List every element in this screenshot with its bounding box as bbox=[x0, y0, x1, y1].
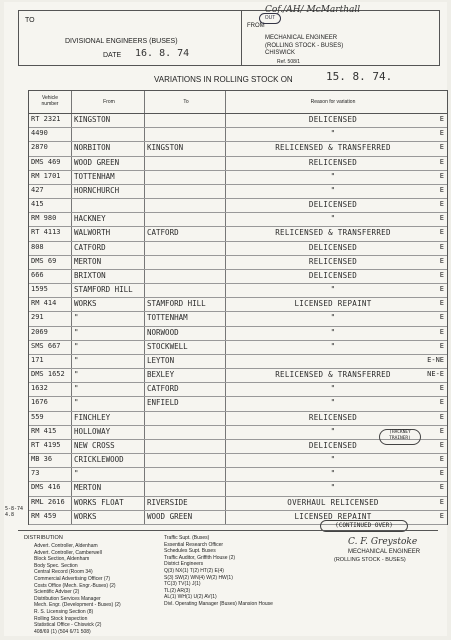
table-row bbox=[29, 382, 447, 397]
code-cell: E bbox=[439, 440, 444, 449]
traffic-item: Divl. Operating Manager (Buses) Mansion House bbox=[164, 600, 273, 607]
distribution-item: Central Record (Room 34) bbox=[34, 569, 93, 576]
to-cell: TOTTENHAM bbox=[147, 313, 188, 323]
table-row bbox=[29, 283, 447, 298]
to-cell: NORWOOD bbox=[147, 327, 179, 337]
traffic-list bbox=[164, 535, 273, 608]
table-row bbox=[29, 411, 447, 426]
code-cell: E bbox=[439, 129, 444, 138]
from-cell: NEW CROSS bbox=[74, 440, 115, 450]
code-cell: E-NE bbox=[427, 355, 444, 364]
table-row bbox=[29, 496, 447, 511]
reason-cell: LICENSED REPAINT bbox=[294, 511, 372, 521]
traffic-item: Essential Research Officer bbox=[164, 541, 224, 548]
from-cell: " bbox=[74, 469, 79, 479]
distribution-item: Mech. Engr. (Development - Buses) (2) bbox=[34, 602, 121, 609]
from-cell: NORBITON bbox=[74, 143, 111, 153]
from-cell: HOLLOWAY bbox=[74, 426, 111, 436]
vehicle-cell: 1632 bbox=[31, 384, 48, 393]
distribution-item: Statistical Office - Chiswick (2) bbox=[34, 622, 102, 629]
table-row bbox=[29, 184, 447, 199]
reason-cell: RELICENSED bbox=[308, 412, 358, 422]
code-cell: E bbox=[439, 511, 444, 520]
from-cell: WALWORTH bbox=[74, 228, 111, 238]
from-cell: BRIXTON bbox=[74, 270, 106, 280]
table-row bbox=[29, 198, 447, 213]
page-title: VARIATIONS IN ROLLING STOCK ON bbox=[154, 75, 293, 84]
distribution-item: Distribution Services Manager bbox=[34, 595, 101, 602]
vehicle-cell: RT 4195 bbox=[31, 440, 61, 449]
table-row bbox=[29, 255, 447, 270]
header-from: From bbox=[103, 99, 115, 105]
reason-cell: " bbox=[330, 384, 336, 394]
reason-cell: " bbox=[330, 341, 336, 351]
to-cell: LEYTON bbox=[147, 355, 175, 365]
distribution-item: Rolling Stock Inspection bbox=[34, 615, 88, 622]
reason-cell: DELICENSED bbox=[308, 115, 358, 124]
to-cell: CATFORD bbox=[147, 384, 179, 394]
reason-cell: OVERHAUL RELICENSED bbox=[287, 497, 379, 507]
code-cell: E bbox=[439, 115, 444, 123]
from-cell: " bbox=[74, 313, 79, 323]
code-cell: E bbox=[439, 412, 444, 421]
from-cell: " bbox=[74, 327, 79, 337]
vehicle-cell: DMS 469 bbox=[31, 157, 61, 166]
date-label: DATE bbox=[103, 52, 122, 59]
hackney-trainer-note: (HACKNEY TRAINER) bbox=[379, 429, 421, 445]
table-row bbox=[29, 340, 447, 355]
reason-cell: " bbox=[330, 285, 336, 295]
to-label: TO bbox=[25, 17, 35, 24]
vehicle-cell: RT 4113 bbox=[31, 228, 61, 237]
table-row bbox=[29, 297, 447, 312]
continued-over-note: (CONTINUED OVER) bbox=[320, 520, 408, 532]
from-cell: MERTON bbox=[74, 483, 102, 493]
distribution-item: Advert. Controller, Aldenham bbox=[34, 543, 98, 549]
code-cell: E bbox=[439, 242, 444, 251]
table-row bbox=[29, 269, 447, 284]
traffic-item: District Engineers bbox=[164, 561, 204, 568]
vehicle-cell: 2870 bbox=[31, 143, 48, 152]
to-cell: ENFIELD bbox=[147, 398, 179, 408]
vehicle-cell: 73 bbox=[31, 469, 40, 478]
vehicle-cell: DMS 1652 bbox=[31, 370, 65, 379]
table-row bbox=[29, 453, 447, 468]
from-cell: " bbox=[74, 341, 79, 351]
code-cell: E bbox=[439, 384, 444, 393]
to-cell: STOCKWELL bbox=[147, 341, 188, 351]
from-cell: " bbox=[74, 355, 79, 365]
reason-cell: DELICENSED bbox=[308, 200, 358, 210]
vehicle-cell: RM 459 bbox=[31, 511, 57, 520]
variations-table bbox=[28, 90, 448, 525]
reason-cell: RELICENSED & TRANSFERRED bbox=[275, 370, 391, 380]
code-cell: E bbox=[439, 497, 444, 506]
reference: Ref. 508/1 bbox=[277, 59, 301, 65]
table-row bbox=[29, 156, 447, 171]
to-cell: WOOD GREEN bbox=[147, 511, 193, 521]
from-cell: WORKS FLOAT bbox=[74, 497, 124, 507]
vehicle-cell: RM 1701 bbox=[31, 171, 61, 180]
from-cell: " bbox=[74, 370, 79, 380]
traffic-item: TC(3) TV(1) J(1) bbox=[164, 581, 201, 588]
table-row bbox=[29, 212, 447, 227]
from-cell: CATFORD bbox=[74, 242, 106, 252]
table-row bbox=[29, 326, 447, 341]
reason-cell: " bbox=[330, 313, 336, 323]
header-block bbox=[18, 5, 440, 66]
table-row bbox=[29, 481, 447, 496]
table-row bbox=[29, 127, 447, 142]
traffic-item: AL(1) WH(1) U(2) AV(1) bbox=[164, 594, 217, 601]
reason-cell: DELICENSED bbox=[308, 242, 358, 252]
reason-cell: " bbox=[330, 469, 336, 479]
from-cell: WORKS bbox=[74, 511, 97, 521]
distribution-item: Scientific Adviser (2) bbox=[34, 589, 80, 596]
from-cell: FINCHLEY bbox=[74, 412, 111, 422]
from-cell: HORNCHURCH bbox=[74, 185, 120, 195]
table-row bbox=[29, 226, 447, 241]
from-cell: " bbox=[74, 384, 79, 394]
reason-cell: " bbox=[330, 214, 336, 224]
table-row bbox=[29, 141, 447, 156]
table-row bbox=[29, 354, 447, 369]
traffic-item: Schedules Supt. Buses bbox=[164, 548, 216, 555]
vehicle-cell: 2069 bbox=[31, 327, 48, 336]
to-cell: RIVERSIDE bbox=[147, 497, 188, 507]
code-cell: E bbox=[439, 341, 444, 350]
table-row bbox=[29, 113, 447, 128]
vehicle-cell: 427 bbox=[31, 185, 44, 194]
code-cell: E bbox=[439, 299, 444, 308]
code-cell: E bbox=[439, 171, 444, 180]
distribution-item: Body Spec. Section bbox=[34, 562, 78, 569]
vehicle-cell: 1595 bbox=[31, 285, 48, 294]
distribution-item: Commercial Advertising Officer (7) bbox=[34, 575, 111, 582]
to-cell: CATFORD bbox=[147, 228, 179, 238]
table-row bbox=[29, 170, 447, 185]
code-cell: E bbox=[439, 285, 444, 294]
from-cell: WORKS bbox=[74, 299, 97, 309]
header-to: To bbox=[183, 99, 189, 105]
signature-title: MECHANICAL ENGINEER bbox=[348, 549, 421, 555]
distribution-item: Advert. Controller, Camberwell bbox=[34, 549, 102, 556]
code-cell: E bbox=[439, 469, 444, 478]
reason-cell: RELICENSED & TRANSFERRED bbox=[275, 143, 391, 153]
reason-cell: " bbox=[330, 171, 336, 181]
reason-cell: LICENSED REPAINT bbox=[294, 299, 372, 309]
from-line-1: MECHANICAL ENGINEER bbox=[265, 35, 338, 41]
distribution-title: DISTRIBUTION bbox=[24, 535, 63, 541]
reason-cell: " bbox=[330, 398, 336, 408]
reason-cell: " bbox=[330, 185, 336, 195]
reason-cell: RELICENSED bbox=[308, 256, 358, 266]
code-cell: E bbox=[439, 157, 444, 166]
vehicle-cell: MB 36 bbox=[31, 455, 53, 464]
distribution-item: Costs Office (Mech. Engr.-Buses) (2) bbox=[34, 582, 116, 589]
from-label: FROM bbox=[247, 23, 265, 29]
code-cell: E bbox=[439, 327, 444, 336]
reason-cell: DELICENSED bbox=[308, 440, 358, 450]
vehicle-cell: 415 bbox=[31, 200, 44, 209]
reason-cell: " bbox=[330, 129, 336, 139]
vehicle-cell: 666 bbox=[31, 270, 44, 279]
traffic-item: Traffic Supt. (Buses) bbox=[164, 535, 210, 541]
signature-subtitle: (ROLLING STOCK - BUSES) bbox=[334, 557, 406, 563]
code-cell: E bbox=[439, 228, 444, 237]
from-cell: CRICKLEWOOD bbox=[74, 455, 124, 465]
vehicle-cell: SMS 667 bbox=[31, 341, 61, 350]
vehicle-cell: 291 bbox=[31, 313, 44, 322]
reason-cell: " bbox=[330, 483, 336, 493]
table-header bbox=[29, 91, 447, 114]
to-name: DIVISIONAL ENGINEERS (BUSES) bbox=[65, 38, 178, 45]
code-cell: E bbox=[439, 426, 444, 435]
table-row bbox=[29, 311, 447, 326]
table-row bbox=[29, 467, 447, 482]
code-cell: E bbox=[439, 143, 444, 152]
vehicle-cell: 4490 bbox=[31, 129, 48, 138]
code-cell: E bbox=[439, 214, 444, 223]
date-value: 16. 8. 74 bbox=[135, 48, 190, 59]
table-row bbox=[29, 368, 447, 383]
vehicle-cell: RM 414 bbox=[31, 299, 57, 308]
code-cell: E bbox=[439, 185, 444, 194]
to-cell: KINGSTON bbox=[147, 143, 184, 153]
code-cell: NE-E bbox=[427, 370, 444, 379]
from-cell: TOTTENHAM bbox=[74, 171, 115, 181]
header-reason: Reason for variation bbox=[310, 99, 356, 105]
margin-note: 5-8-74 4.8 bbox=[5, 506, 24, 518]
to-cell: STAMFORD HILL bbox=[147, 299, 206, 309]
document-sheet bbox=[4, 2, 447, 636]
vehicle-cell: 171 bbox=[31, 355, 44, 364]
traffic-item: TL(2) AR(3) bbox=[164, 587, 191, 594]
distribution-item: R. S. Licensing Section (8) bbox=[34, 608, 94, 615]
vehicle-cell: RT 2321 bbox=[31, 115, 61, 123]
code-cell: E bbox=[439, 483, 444, 492]
vehicle-cell: DMS 69 bbox=[31, 256, 57, 265]
header-divider bbox=[241, 11, 242, 65]
from-cell: HACKNEY bbox=[74, 214, 106, 224]
reason-cell: RELICENSED & TRANSFERRED bbox=[275, 228, 391, 238]
code-cell: E bbox=[439, 455, 444, 464]
out-stamp: OUT bbox=[259, 13, 281, 24]
table-row bbox=[29, 241, 447, 256]
vehicle-cell: 1676 bbox=[31, 398, 48, 407]
from-line-3: CHISWICK bbox=[265, 50, 295, 56]
header-vehicle: Vehicle number bbox=[41, 95, 59, 107]
handwritten-annotation: Cof./AH/ McMarthall bbox=[265, 5, 361, 15]
code-cell: E bbox=[439, 270, 444, 279]
traffic-item: Q(3) NX(1) T(2) HT(2) E(4) bbox=[164, 567, 224, 574]
vehicle-cell: RM 980 bbox=[31, 214, 57, 223]
from-cell: KINGSTON bbox=[74, 115, 111, 124]
table-row bbox=[29, 396, 447, 411]
vehicle-cell: 559 bbox=[31, 412, 44, 421]
distribution-list bbox=[34, 543, 121, 635]
code-cell: E bbox=[439, 313, 444, 322]
reason-cell: " bbox=[330, 327, 336, 337]
from-cell: STAMFORD HILL bbox=[74, 285, 133, 295]
vehicle-cell: 808 bbox=[31, 242, 44, 251]
from-cell: WOOD GREEN bbox=[74, 157, 120, 167]
footer bbox=[18, 530, 438, 635]
vehicle-cell: RML 2616 bbox=[31, 497, 65, 506]
code-cell: E bbox=[439, 256, 444, 265]
vehicle-cell: RM 415 bbox=[31, 426, 57, 435]
distribution-item: 408/69 (1) (504 6/71 508) bbox=[34, 628, 91, 635]
distribution-item: Block Section, Aldenham bbox=[34, 556, 90, 563]
from-cell: MERTON bbox=[74, 256, 102, 266]
reason-cell: DELICENSED bbox=[308, 270, 358, 280]
code-cell: E bbox=[439, 398, 444, 407]
traffic-item: Traffic Auditor, Griffith House (2) bbox=[164, 554, 236, 561]
code-cell: E bbox=[439, 200, 444, 209]
vehicle-cell: DMS 416 bbox=[31, 483, 61, 492]
to-cell: BEXLEY bbox=[147, 370, 175, 380]
from-line-2: (ROLLING STOCK - BUSES) bbox=[265, 43, 344, 49]
signature: C. F. Greystoke bbox=[348, 537, 418, 547]
traffic-item: S(3) SW(2) WN(4) W(2) HW(1) bbox=[164, 574, 233, 581]
reason-cell: " bbox=[330, 426, 336, 436]
title-date: 15. 8. 74. bbox=[326, 70, 393, 83]
reason-cell: RELICENSED bbox=[308, 157, 358, 167]
reason-cell: " bbox=[330, 455, 336, 465]
from-cell: " bbox=[74, 398, 79, 408]
